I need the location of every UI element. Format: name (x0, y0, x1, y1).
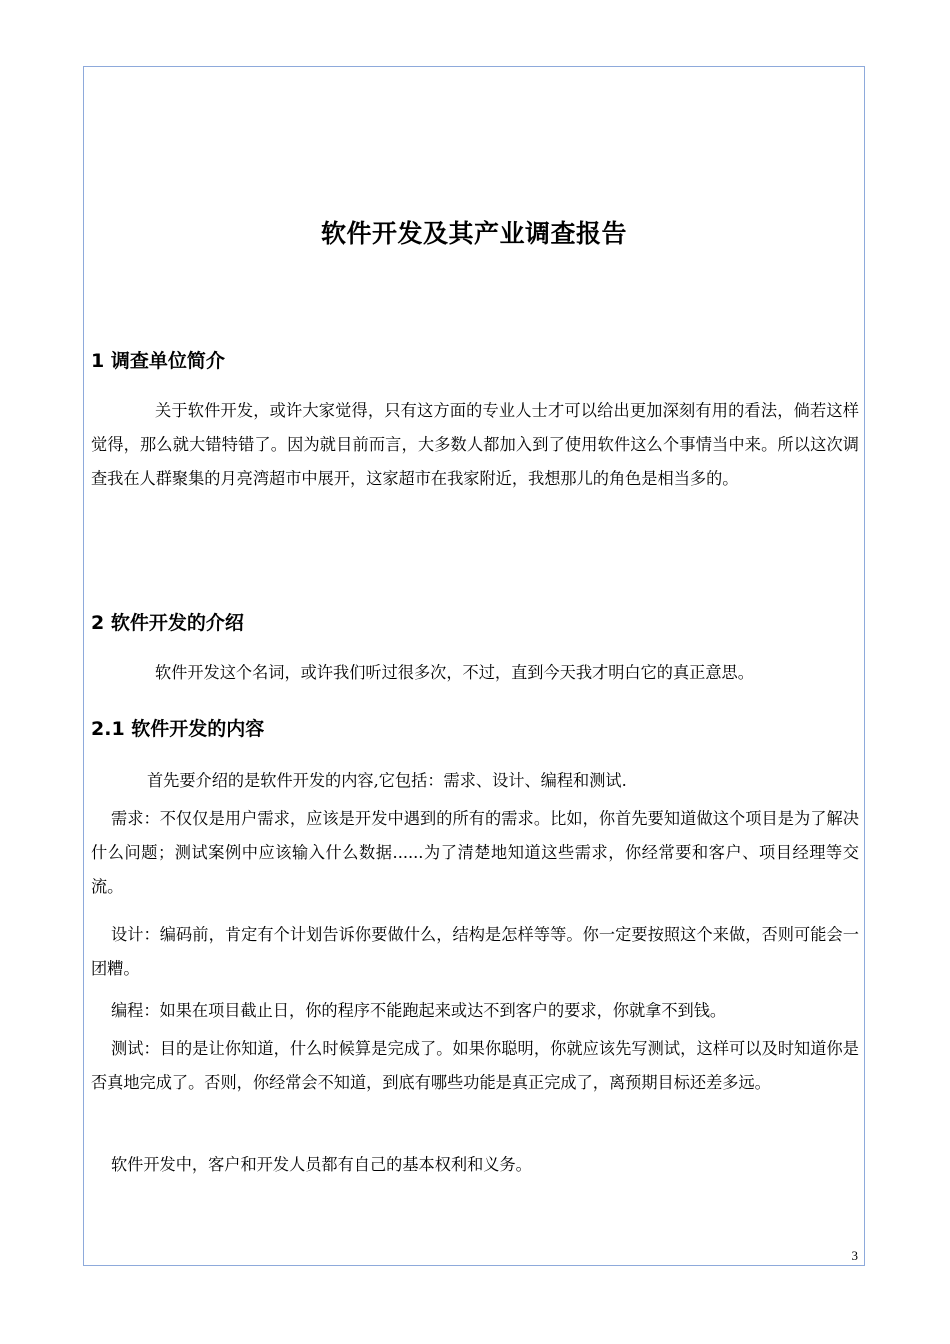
section-1-paragraph: 关于软件开发，或许大家觉得，只有这方面的专业人士才可以给出更加深刻有用的看法，倘若这样觉得，那么就大错特错了。因为就目前而言，大多数人都加入到了使用软件这么个事情当中来。所以这次调查我在人群聚集的月亮湾超市中展开，这家超市在我家附近，我想那儿的角色是相当多的。 (91, 401, 859, 488)
testing-paragraph: 测试：目的是让你知道，什么时候算是完成了。如果你聪明，你就应该先写测试，这样可以及时知道你是否真地完成了。否则，你经常会不知道，到底有哪些功能是真正完成了，离预期目标还差多远。 (91, 1039, 859, 1092)
closing-paragraph: 软件开发中，客户和开发人员都有自己的基本权利和义务。 (111, 1155, 532, 1174)
section-heading-1: 1 调查单位简介 (91, 350, 225, 372)
section-2-paragraph: 软件开发这个名词，或许我们听过很多次，不过，直到今天我才明白它的真正意思。 (155, 663, 754, 682)
content-intro: 首先要介绍的是软件开发的内容,它包括：需求、设计、编程和测试. (147, 771, 627, 790)
section-heading-2: 2 软件开发的介绍 (91, 612, 244, 634)
section-heading-2-1: 2.1 软件开发的内容 (91, 718, 265, 740)
programming-paragraph: 编程：如果在项目截止日，你的程序不能跑起来或达不到客户的要求，你就拿不到钱。 (111, 1001, 727, 1020)
requirements-paragraph: 需求：不仅仅是用户需求，应该是开发中遇到的所有的需求。比如，你首先要知道做这个项目是为了解决什么问题；测试案例中应该输入什么数据......为了清楚地知道这些需求，你经常要和客户、项目经理等交流。 (91, 809, 859, 896)
design-paragraph: 设计：编码前，肯定有个计划告诉你要做什么，结构是怎样等等。你一定要按照这个来做，否则可能会一团糟。 (91, 925, 859, 978)
document-title: 软件开发及其产业调查报告 (320, 219, 627, 248)
page-number: 3 (851, 1248, 858, 1263)
